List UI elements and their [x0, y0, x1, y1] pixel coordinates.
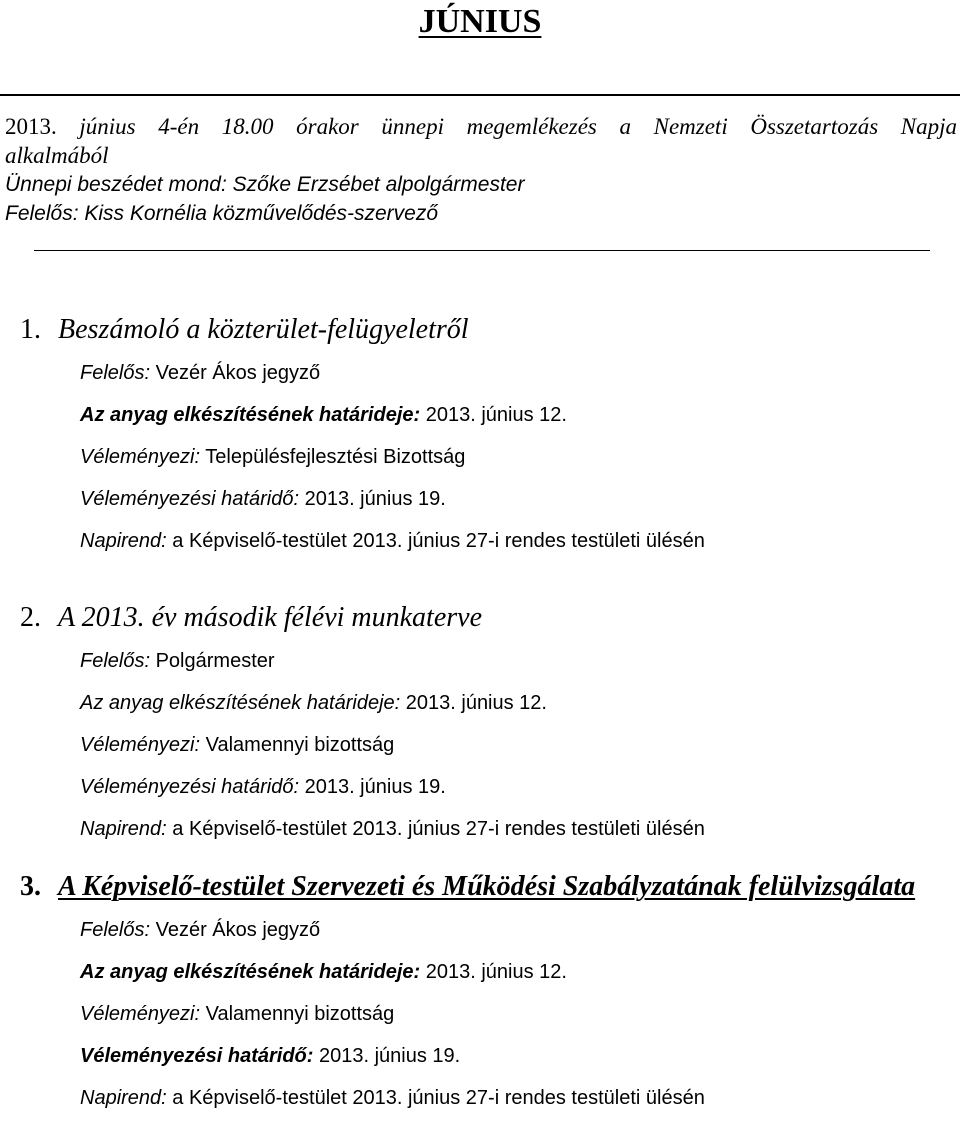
agenda-meeting-label: Napirend:	[80, 818, 167, 840]
deadline-row	[80, 958, 960, 986]
event-speaker-label: Ünnepi beszédet mond:	[5, 173, 227, 196]
responsible-value: Vezér Ákos jegyző	[155, 919, 321, 941]
review-deadline-label: Véleményezési határidő:	[80, 776, 300, 798]
responsible-value: Vezér Ákos jegyző	[155, 362, 321, 384]
event-headline	[5, 112, 957, 141]
deadline-value: 2013. június 12.	[425, 961, 567, 983]
review-deadline-row	[80, 1042, 960, 1070]
review-deadline-row	[80, 773, 960, 801]
event-responsible-value: Kiss Kornélia közművelődés-szervező	[84, 202, 439, 225]
deadline-row	[80, 689, 960, 717]
event-speaker-value: Szőke Erzsébet alpolgármester	[232, 173, 525, 196]
agenda-meeting-value: a Képviselő-testület 2013. június 27-i rendes testületi ülésén	[172, 1087, 705, 1109]
deadline-label: Az anyag elkészítésének határideje:	[80, 692, 401, 714]
agenda-item-title-text: Beszámoló a közterület-felügyeletről	[58, 314, 469, 345]
agenda-item-title	[20, 870, 960, 904]
responsible-row	[80, 916, 960, 944]
agenda-item-title	[20, 313, 960, 347]
agenda-item	[20, 870, 960, 1112]
review-deadline-label: Véleményezési határidő:	[80, 488, 300, 510]
event-headline-text: június 4-én 18.00 órakor ünnepi megemlékezés a Nemzeti Összetartozás Napja	[79, 114, 958, 139]
reviewer-row	[80, 1000, 960, 1028]
event-date-year: 2013.	[5, 114, 57, 139]
reviewer-label: Véleményezi:	[80, 734, 201, 756]
agenda-meeting-row	[80, 815, 960, 843]
deadline-row	[80, 401, 960, 429]
reviewer-row	[80, 443, 960, 471]
responsible-label: Felelős:	[80, 362, 151, 384]
reviewer-label: Véleményezi:	[80, 1003, 201, 1025]
agenda-meeting-row	[80, 527, 960, 555]
responsible-row	[80, 359, 960, 387]
agenda-item	[20, 313, 960, 555]
agenda-item	[20, 601, 960, 843]
responsible-row	[80, 647, 960, 675]
reviewer-label: Véleményezi:	[80, 446, 201, 468]
agenda-meeting-value: a Képviselő-testület 2013. június 27-i rendes testületi ülésén	[172, 818, 705, 840]
agenda-meeting-value: a Képviselő-testület 2013. június 27-i rendes testületi ülésén	[172, 530, 705, 552]
agenda-meeting-label: Napirend:	[80, 530, 167, 552]
reviewer-value: Településfejlesztési Bizottság	[205, 446, 466, 468]
review-deadline-value: 2013. június 19.	[319, 1045, 461, 1067]
reviewer-value: Valamennyi bizottság	[205, 734, 395, 756]
deadline-value: 2013. június 12.	[425, 404, 567, 426]
responsible-label: Felelős:	[80, 650, 151, 672]
event-speaker	[5, 170, 957, 199]
top-divider	[0, 94, 960, 96]
review-deadline-value: 2013. június 19.	[304, 488, 446, 510]
event-block	[5, 112, 957, 228]
responsible-value: Polgármester	[155, 650, 275, 672]
agenda-item-title	[20, 601, 960, 635]
agenda-item-number: 1.	[20, 314, 41, 345]
agenda-item-title-text: A 2013. év második félévi munkaterve	[58, 602, 483, 633]
review-deadline-value: 2013. június 19.	[304, 776, 446, 798]
page-title: JÚNIUS	[418, 3, 542, 40]
agenda-item-title-text: A Képviselő-testület Szervezeti és Működési Szabályzatának felülvizsgálata	[58, 871, 916, 902]
event-headline-continued: alkalmából	[5, 143, 109, 168]
event-responsible	[5, 199, 957, 228]
agenda-item-number: 3.	[20, 871, 41, 902]
agenda-meeting-label: Napirend:	[80, 1087, 167, 1109]
agenda-item-number: 2.	[20, 602, 41, 633]
review-deadline-label: Véleményezési határidő:	[80, 1045, 314, 1067]
deadline-value: 2013. június 12.	[405, 692, 547, 714]
section-divider	[34, 250, 930, 251]
reviewer-row	[80, 731, 960, 759]
agenda-meeting-row	[80, 1084, 960, 1112]
review-deadline-row	[80, 485, 960, 513]
deadline-label: Az anyag elkészítésének határideje:	[80, 961, 421, 983]
event-responsible-label: Felelős:	[5, 202, 79, 225]
deadline-label: Az anyag elkészítésének határideje:	[80, 404, 421, 426]
reviewer-value: Valamennyi bizottság	[205, 1003, 395, 1025]
responsible-label: Felelős:	[80, 919, 151, 941]
